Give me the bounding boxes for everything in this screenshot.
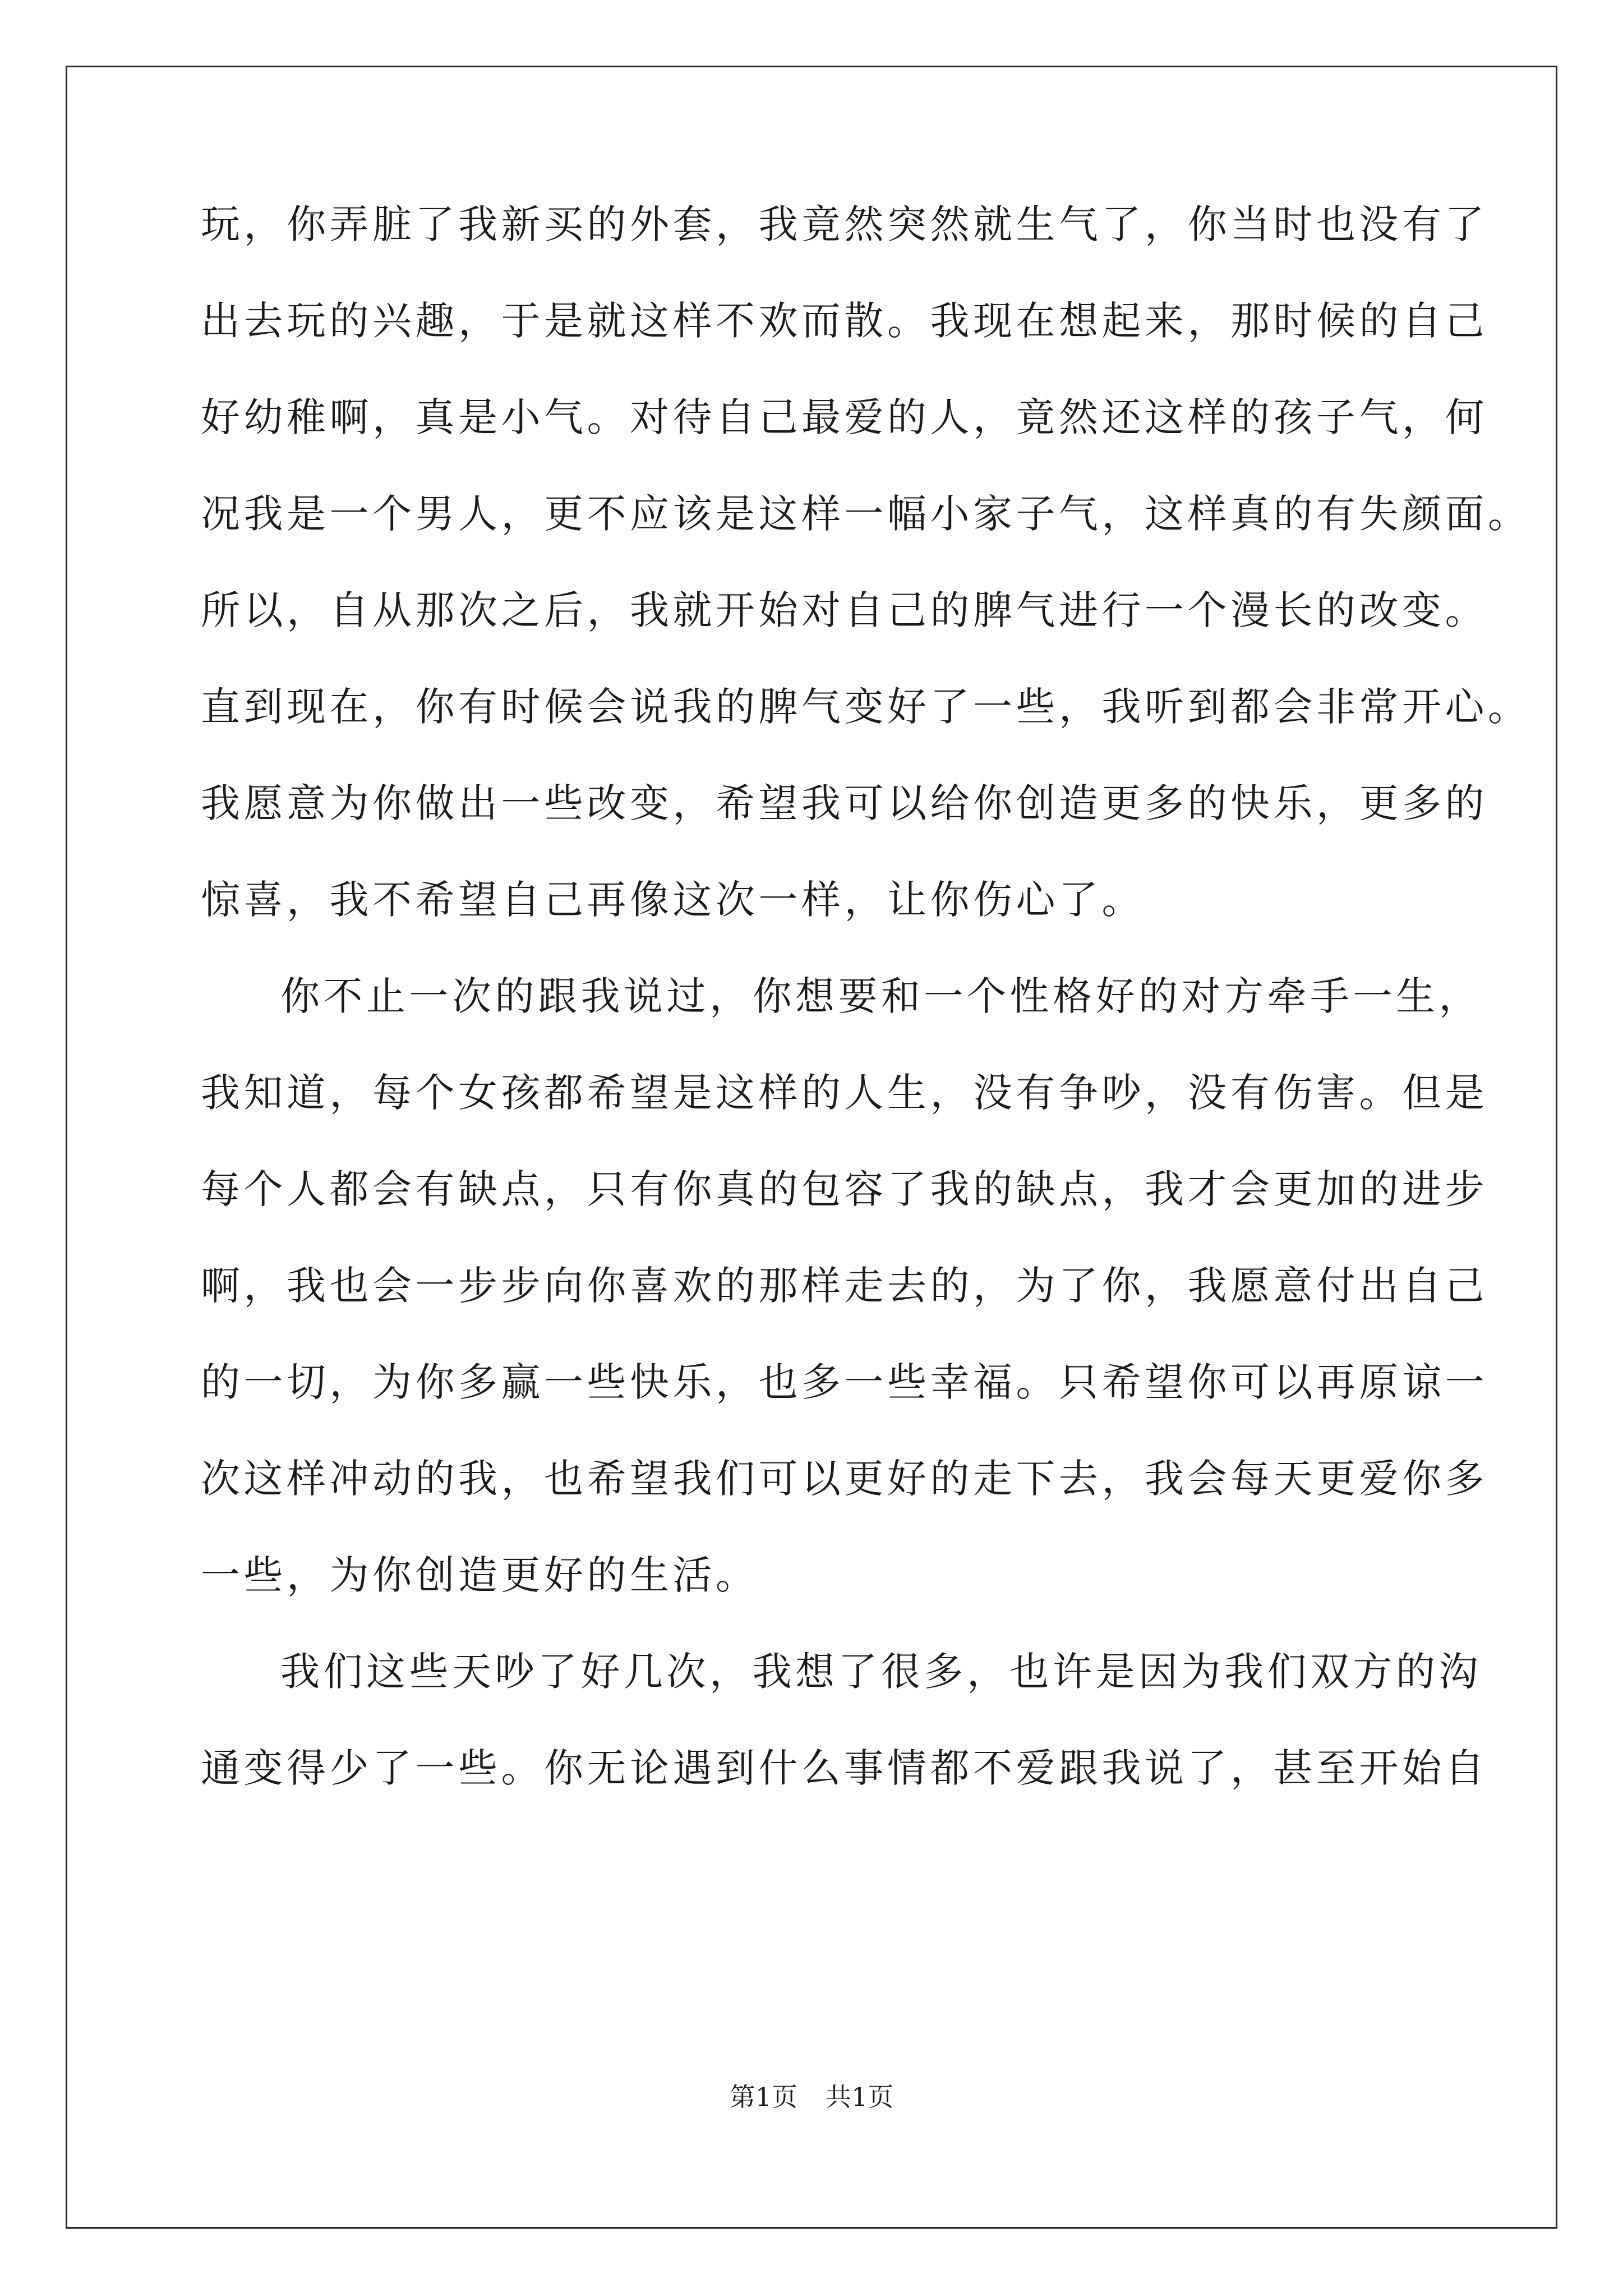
text-line: 的一切，为你多赢一些快乐，也多一些幸福。只希望你可以再原谅一 bbox=[201, 1359, 1488, 1405]
text-line: 一些，为你创造更好的生活。 bbox=[201, 1552, 759, 1598]
text-line: 次这样冲动的我，也希望我们可以更好的走下去，我会每天更爱你多 bbox=[201, 1456, 1488, 1502]
text-line: 直到现在，你有时候会说我的脾气变好了一些，我听到都会非常开心。 bbox=[201, 684, 1531, 730]
page-number-total: 共1页 bbox=[826, 2082, 894, 2112]
text-line: 所以，自从那次之后，我就开始对自己的脾气进行一个漫长的改变。 bbox=[201, 587, 1488, 633]
page-number-current: 第1页 bbox=[729, 2082, 797, 2112]
text-line: 玩，你弄脏了我新买的外套，我竟然突然就生气了，你当时也没有了 bbox=[201, 201, 1488, 247]
text-line: 况我是一个男人，更不应该是这样一幅小家子气，这样真的有失颜面。 bbox=[201, 491, 1531, 537]
text-line: 惊喜，我不希望自己再像这次一样，让你伤心了。 bbox=[201, 877, 1145, 923]
text-line: 我知道，每个女孩都希望是这样的人生，没有争吵，没有伤害。但是 bbox=[201, 1070, 1488, 1116]
text-line: 通变得少了一些。你无论遇到什么事情都不爱跟我说了，甚至开始自 bbox=[201, 1745, 1488, 1791]
page-footer bbox=[0, 2080, 1623, 2114]
text-line: 好幼稚啊，真是小气。对待自己最爱的人，竟然还这样的孩子气，何 bbox=[201, 394, 1488, 440]
paragraph-first-line: 我们这些天吵了好几次，我想了很多，也许是因为我们双方的沟 bbox=[280, 1649, 1482, 1695]
text-line: 啊，我也会一步步向你喜欢的那样走去的，为了你，我愿意付出自己 bbox=[201, 1263, 1488, 1309]
page-border bbox=[66, 66, 1557, 2229]
text-line: 我愿意为你做出一些改变，希望我可以给你创造更多的快乐，更多的 bbox=[201, 780, 1488, 826]
paragraph-first-line: 你不止一次的跟我说过，你想要和一个性格好的对方牵手一生， bbox=[280, 973, 1482, 1019]
text-line: 每个人都会有缺点，只有你真的包容了我的缺点，我才会更加的进步 bbox=[201, 1166, 1488, 1212]
text-line: 出去玩的兴趣，于是就这样不欢而散。我现在想起来，那时候的自己 bbox=[201, 298, 1488, 344]
